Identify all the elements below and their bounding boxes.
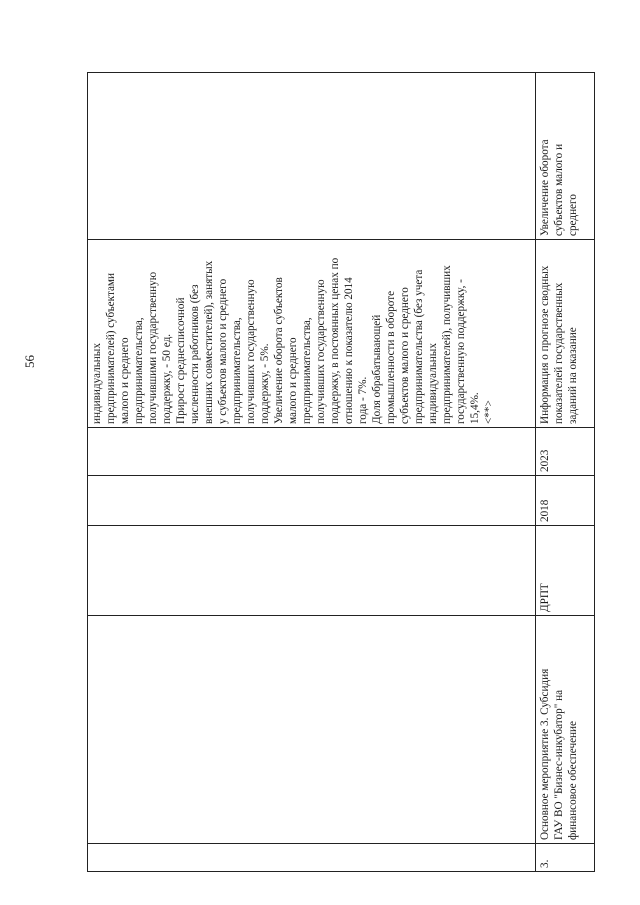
- measure-name-line: финансовое обеспечение: [567, 721, 579, 840]
- indicators-cell: [88, 240, 535, 428]
- indicator-line: поддержку, в постоянных ценах по: [329, 257, 341, 424]
- indicator-line: предпринимателей) субъектами: [105, 273, 117, 424]
- indicator-line: поддержку, - 50 ед.: [161, 333, 173, 424]
- indicator-line: индивидуальных: [91, 343, 103, 424]
- indicator-line: предпринимательства (без учета: [413, 269, 425, 424]
- indicator-line: Увеличение оборота субъектов: [273, 277, 285, 424]
- indicator-line: промышленности в обороте: [385, 290, 397, 424]
- indicator-line: малого и среднего: [287, 337, 299, 424]
- indicator-line: Доля обрабатывающей: [371, 314, 383, 424]
- executor-cell: [88, 526, 535, 616]
- result-line: Увеличение оборота: [539, 139, 551, 236]
- indicator-line: 15,4%.: [469, 392, 481, 424]
- result-line: среднего: [567, 194, 579, 236]
- indicator-line: <**>: [483, 400, 495, 424]
- indicator-line: численности работников (без: [189, 284, 201, 424]
- number-cell: [88, 844, 535, 872]
- indicator-line: государственную поддержку, -: [455, 279, 467, 424]
- measure-name-line: Основное мероприятие 3. Субсидия: [539, 668, 551, 840]
- program-measures-table: [87, 72, 595, 872]
- indicator-line: года - 7%.: [357, 376, 369, 424]
- table-row-continuation: [87, 72, 535, 872]
- indicator-line: внешних совместителей), занятых: [203, 260, 215, 424]
- table-row-measure-3: [535, 72, 595, 872]
- indicator-line: малого и среднего: [119, 337, 131, 424]
- indicator-line: предпринимательства,: [231, 317, 243, 424]
- indicator-line: поддержку, - 5%.: [259, 343, 271, 424]
- measure-name-line: ГАУ ВО "Бизнес-инкубатор" на: [553, 689, 565, 840]
- indicator-line: у субъектов малого и среднего: [217, 278, 229, 424]
- end-year-cell: [88, 428, 535, 476]
- executor: ДРПТ: [536, 526, 594, 616]
- indicator-line: отношению к показателю 2014: [343, 277, 355, 424]
- measure-name-cell: [88, 616, 535, 844]
- indicator-line: получивших государственную: [315, 279, 327, 424]
- indicator-line: предпринимателей), получивших: [441, 265, 453, 424]
- indicator-line: получивших государственную: [245, 279, 257, 424]
- info-text: [536, 240, 594, 428]
- info-line: Информация о прогнозе сводных: [539, 265, 551, 424]
- result-line: субъектов малого и: [553, 143, 565, 236]
- info-line: показателей государственных: [553, 282, 565, 424]
- start-year-cell: [88, 476, 535, 526]
- end-year: 2023: [536, 428, 594, 476]
- measure-name: [536, 616, 594, 844]
- indicator-line: получившими государственную: [147, 271, 159, 424]
- indicator-line: Прирост среднесписочной: [175, 297, 187, 424]
- result-text: [536, 72, 594, 240]
- indicator-line: предпринимательства,: [301, 317, 313, 424]
- indicator-line: индивидуальных: [427, 343, 439, 424]
- indicator-line: предпринимательства,: [133, 317, 145, 424]
- row-number: 3.: [536, 844, 594, 872]
- start-year: 2018: [536, 476, 594, 526]
- result-cell: [88, 72, 535, 240]
- page-number: 56: [22, 355, 37, 368]
- indicator-line: субъектов малого и среднего: [399, 287, 411, 424]
- info-line: заданий на оказание: [567, 327, 579, 424]
